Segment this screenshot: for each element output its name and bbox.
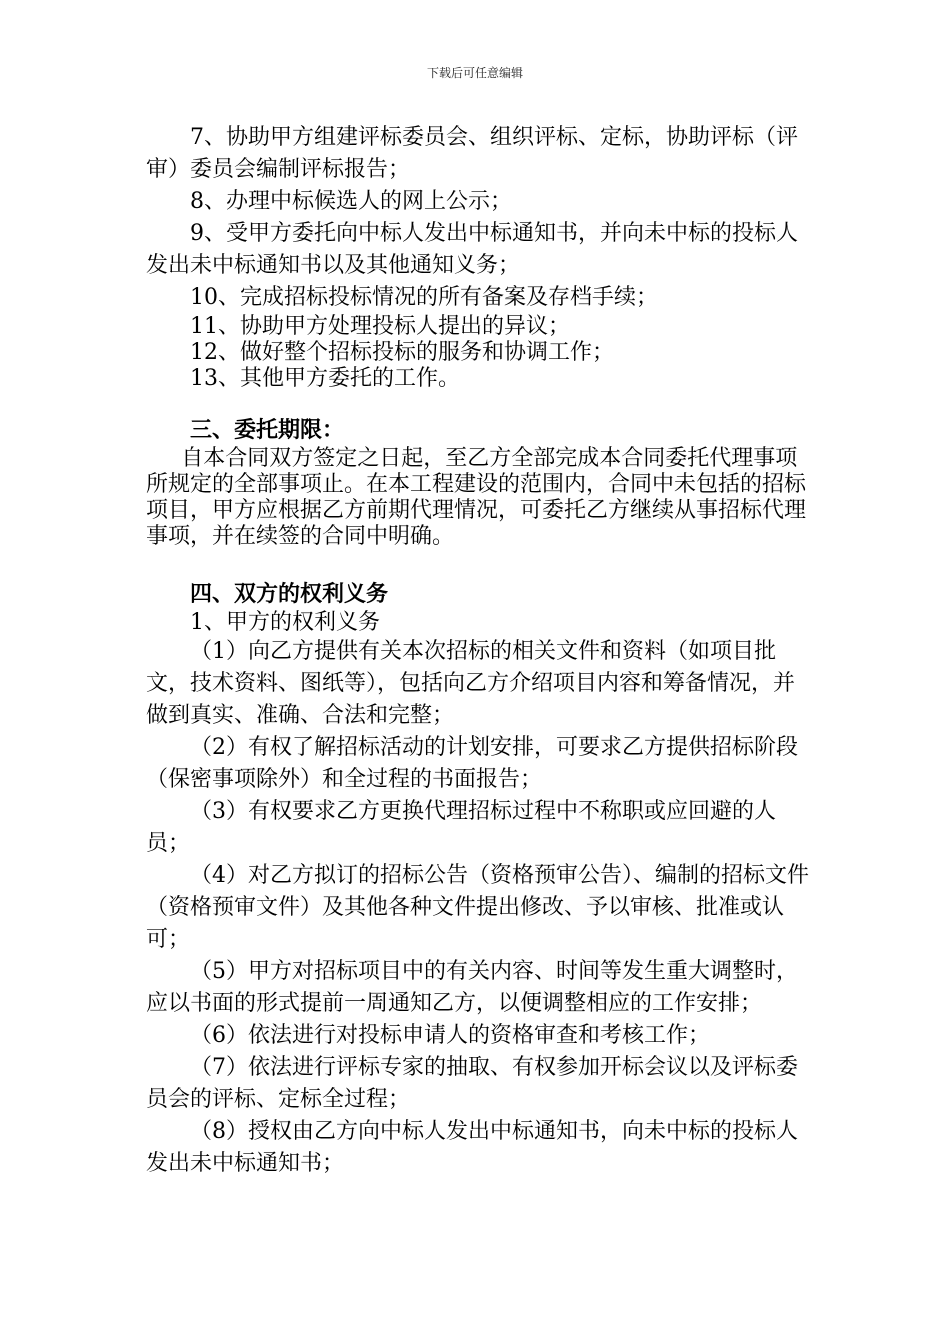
page-header-watermark: 下载后可任意编辑 bbox=[426, 66, 523, 80]
list-item: 12、做好整个招标投标的服务和协调工作； bbox=[190, 340, 614, 365]
list-item: 13、其他甲方委托的工作。 bbox=[190, 366, 460, 391]
list-item: （2）有权了解招标活动的计划安排，可要求乙方提供招标阶段（保密事项除外）和全过程的书面报告； bbox=[146, 735, 798, 792]
subheading: 1、甲方的权利义务 bbox=[190, 610, 380, 635]
section-heading: 三、委托期限： bbox=[190, 418, 345, 443]
section-heading: 四、双方的权利义务 bbox=[190, 582, 389, 607]
list-item: 10、完成招标投标情况的所有备案及存档手续； bbox=[190, 285, 658, 310]
list-item: 8、办理中标候选人的网上公示； bbox=[190, 189, 512, 214]
list-item: （6）依法进行对投标申请人的资格审查和考核工作； bbox=[190, 1023, 710, 1048]
paragraph: 自本合同双方签定之日起，至乙方全部完成本合同委托代理事项所规定的全部事项止。在本工程建设的范围内，合同中未包括的招标项目，甲方应根据乙方前期代理情况，可委托乙方继续从事招标代理事项，并在续签的合同中明确。 bbox=[146, 446, 807, 549]
list-item: （5）甲方对招标项目中的有关内容、时间等发生重大调整时，应以书面的形式提前一周通知乙方，以便调整相应的工作安排； bbox=[146, 959, 798, 1016]
list-item: （4）对乙方拟订的招标公告（资格预审公告）、编制的招标文件（资格预审文件）及其他各种文件提出修改、予以审核、批准或认可； bbox=[146, 863, 809, 952]
list-item: 7、协助甲方组建评标委员会、组织评标、定标，协助评标（评审）委员会编制评标报告； bbox=[146, 125, 798, 182]
list-item: 9、受甲方委托向中标人发出中标通知书，并向未中标的投标人发出未中标通知书以及其他通知义务； bbox=[146, 221, 798, 278]
list-item: （3）有权要求乙方更换代理招标过程中不称职或应回避的人员； bbox=[146, 799, 776, 856]
list-item: （1）向乙方提供有关本次招标的相关文件和资料（如项目批文，技术资料、图纸等），包括向乙方介绍项目内容和筹备情况，并做到真实、准确、合法和完整； bbox=[146, 639, 796, 728]
list-item: （7）依法进行评标专家的抽取、有权参加开标会议以及评标委员会的评标、定标全过程； bbox=[146, 1055, 798, 1112]
list-item: 11、协助甲方处理投标人提出的异议； bbox=[190, 314, 570, 339]
list-item: （8）授权由乙方向中标人发出中标通知书，向未中标的投标人发出未中标通知书； bbox=[146, 1119, 798, 1176]
document-body bbox=[146, 122, 816, 1180]
